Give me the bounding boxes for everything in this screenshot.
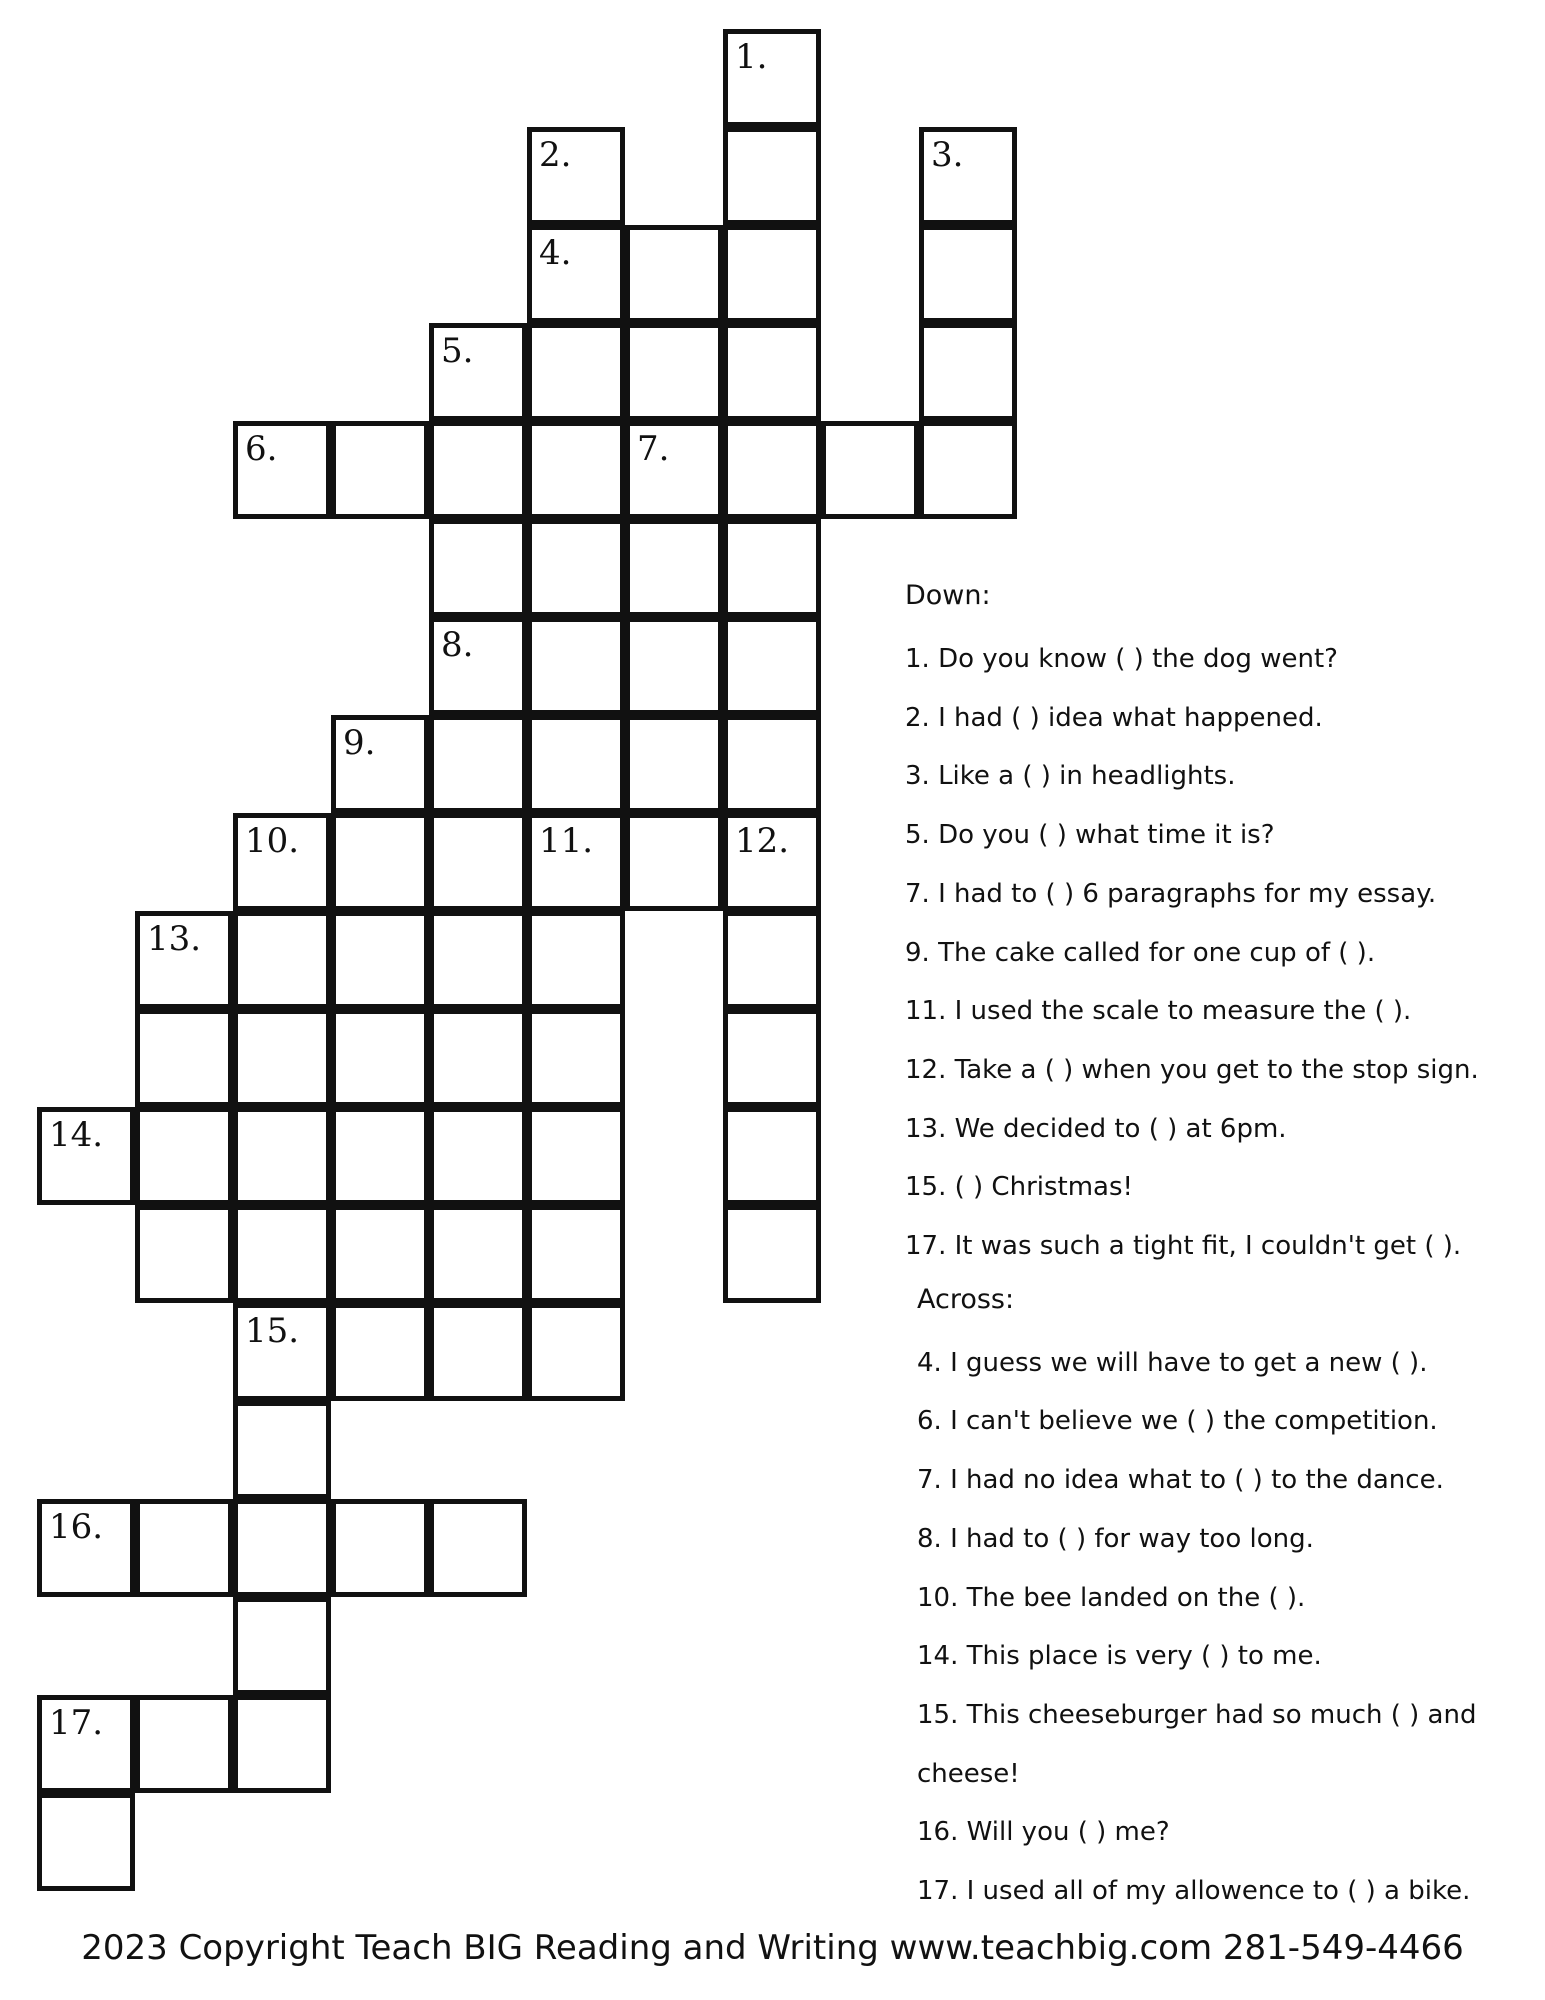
crossword-cell[interactable] — [625, 617, 723, 715]
down-clue: 3. Like a ( ) in headlights. — [905, 761, 1236, 792]
crossword-cell[interactable] — [919, 323, 1017, 421]
clue-number: 1. — [735, 37, 768, 77]
clue-number: 6. — [245, 429, 278, 469]
crossword-cell[interactable] — [233, 1499, 331, 1597]
crossword-cell[interactable] — [527, 225, 625, 323]
crossword-cell[interactable] — [233, 1009, 331, 1107]
crossword-cell[interactable] — [821, 421, 919, 519]
crossword-cell[interactable] — [723, 715, 821, 813]
crossword-cell[interactable] — [331, 1499, 429, 1597]
crossword-cell[interactable] — [135, 1695, 233, 1793]
crossword-cell[interactable] — [723, 323, 821, 421]
crossword-cell[interactable] — [331, 813, 429, 911]
crossword-cell[interactable] — [331, 715, 429, 813]
crossword-cell[interactable] — [527, 617, 625, 715]
across-clue: 17. I used all of my allowence to ( ) a bike. — [917, 1876, 1471, 1907]
crossword-cell[interactable] — [723, 813, 821, 911]
crossword-cell[interactable] — [723, 421, 821, 519]
crossword-cell[interactable] — [331, 1107, 429, 1205]
across-clue: 8. I had to ( ) for way too long. — [917, 1523, 1314, 1554]
crossword-cell[interactable] — [233, 1597, 331, 1695]
crossword-cell[interactable] — [233, 1205, 331, 1303]
crossword-cell[interactable] — [135, 1009, 233, 1107]
crossword-cell[interactable] — [331, 1303, 429, 1401]
crossword-cell[interactable] — [723, 519, 821, 617]
crossword-cell[interactable] — [429, 911, 527, 1009]
across-clue: 7. I had no idea what to ( ) to the dance. — [917, 1465, 1444, 1496]
clue-number: 8. — [441, 625, 474, 665]
clue-list — [905, 572, 1525, 1921]
crossword-cell[interactable] — [919, 225, 1017, 323]
crossword-cell[interactable] — [429, 1205, 527, 1303]
crossword-cell[interactable] — [37, 1695, 135, 1793]
crossword-cell[interactable] — [233, 911, 331, 1009]
crossword-cell[interactable] — [429, 1499, 527, 1597]
crossword-cell[interactable] — [527, 127, 625, 225]
crossword-cell[interactable] — [723, 617, 821, 715]
crossword-cell[interactable] — [919, 421, 1017, 519]
crossword-cell[interactable] — [527, 323, 625, 421]
down-heading: Down: — [905, 580, 991, 611]
crossword-cell[interactable] — [429, 323, 527, 421]
crossword-cell[interactable] — [135, 1499, 233, 1597]
crossword-cell[interactable] — [723, 225, 821, 323]
crossword-cell[interactable] — [625, 519, 723, 617]
crossword-cell[interactable] — [919, 127, 1017, 225]
crossword-cell[interactable] — [723, 127, 821, 225]
crossword-cell[interactable] — [37, 1107, 135, 1205]
clue-number: 16. — [49, 1507, 104, 1547]
down-clue: 15. ( ) Christmas! — [905, 1172, 1133, 1203]
clue-number: 5. — [441, 331, 474, 371]
crossword-cell[interactable] — [429, 617, 527, 715]
crossword-cell[interactable] — [723, 1107, 821, 1205]
crossword-cell[interactable] — [429, 421, 527, 519]
across-clue: 16. Will you ( ) me? — [917, 1817, 1170, 1848]
crossword-cell[interactable] — [135, 1205, 233, 1303]
across-heading: Across: — [917, 1283, 1015, 1315]
crossword-cell[interactable] — [625, 323, 723, 421]
crossword-cell[interactable] — [527, 813, 625, 911]
clue-number: 3. — [931, 135, 964, 175]
clue-number: 14. — [49, 1115, 104, 1155]
down-clue: 12. Take a ( ) when you get to the stop sign. — [905, 1054, 1479, 1085]
crossword-cell[interactable] — [625, 225, 723, 323]
crossword-cell[interactable] — [527, 1205, 625, 1303]
crossword-cell[interactable] — [527, 519, 625, 617]
crossword-cell[interactable] — [429, 1303, 527, 1401]
down-clue: 7. I had to ( ) 6 paragraphs for my essay. — [905, 878, 1437, 909]
down-clue: 11. I used the scale to measure the ( ). — [905, 996, 1412, 1027]
across-clue: 10. The bee landed on the ( ). — [917, 1582, 1306, 1613]
crossword-cell[interactable] — [429, 715, 527, 813]
crossword-cell[interactable] — [37, 1499, 135, 1597]
crossword-cell[interactable] — [233, 421, 331, 519]
copyright-footer: 2023 Copyright Teach BIG Reading and Writing www.teachbig.com 281-549-4466 — [81, 1928, 1464, 1968]
crossword-cell[interactable] — [37, 1793, 135, 1891]
crossword-cell[interactable] — [723, 911, 821, 1009]
clue-number: 10. — [245, 821, 300, 861]
across-clue: 4. I guess we will have to get a new ( ). — [917, 1347, 1428, 1378]
down-clue: 1. Do you know ( ) the dog went? — [905, 644, 1338, 674]
clue-number: 15. — [245, 1311, 300, 1351]
crossword-cell[interactable] — [233, 1303, 331, 1401]
crossword-cell[interactable] — [135, 911, 233, 1009]
crossword-cell[interactable] — [527, 715, 625, 813]
down-clue: 9. The cake called for one cup of ( ). — [905, 937, 1376, 968]
clue-number: 17. — [49, 1703, 104, 1743]
across-clue: 14. This place is very ( ) to me. — [917, 1641, 1322, 1672]
crossword-cell[interactable] — [233, 1695, 331, 1793]
crossword-cell[interactable] — [625, 421, 723, 519]
crossword-cell[interactable] — [625, 715, 723, 813]
crossword-cell[interactable] — [429, 519, 527, 617]
crossword-cell[interactable] — [233, 1401, 331, 1499]
crossword-cell[interactable] — [527, 421, 625, 519]
crossword-cell[interactable] — [331, 911, 429, 1009]
crossword-cell[interactable] — [429, 1009, 527, 1107]
down-clue: 13. We decided to ( ) at 6pm. — [905, 1113, 1287, 1144]
crossword-cell[interactable] — [331, 421, 429, 519]
across-clue: 6. I can't believe we ( ) the competition. — [917, 1406, 1438, 1437]
crossword-cell[interactable] — [723, 29, 821, 127]
crossword-cell[interactable] — [331, 1205, 429, 1303]
crossword-cell[interactable] — [723, 1205, 821, 1303]
crossword-cell[interactable] — [527, 1009, 625, 1107]
crossword-cell[interactable] — [135, 1107, 233, 1205]
clue-number: 12. — [735, 821, 790, 861]
clue-number: 13. — [147, 919, 202, 959]
crossword-cell[interactable] — [625, 813, 723, 911]
down-clue: 17. It was such a tight fit, I couldn't get ( ). — [905, 1231, 1462, 1262]
crossword-cell[interactable] — [233, 1107, 331, 1205]
crossword-cell[interactable] — [723, 1009, 821, 1107]
crossword-cell[interactable] — [429, 1107, 527, 1205]
crossword-cell[interactable] — [331, 1009, 429, 1107]
down-clue: 5. Do you ( ) what time it is? — [905, 820, 1275, 851]
down-clue: 2. I had ( ) idea what happened. — [905, 702, 1323, 733]
crossword-cell[interactable] — [527, 1107, 625, 1205]
clue-number: 7. — [637, 429, 670, 469]
crossword-cell[interactable] — [233, 813, 331, 911]
crossword-cell[interactable] — [527, 1303, 625, 1401]
clue-number: 4. — [539, 233, 572, 273]
across-clue: 15. This cheeseburger had so much ( ) and cheese! — [917, 1699, 1477, 1789]
clue-number: 9. — [343, 723, 376, 763]
clue-number: 11. — [539, 821, 594, 861]
clue-number: 2. — [539, 135, 572, 175]
crossword-cell[interactable] — [527, 911, 625, 1009]
crossword-cell[interactable] — [429, 813, 527, 911]
